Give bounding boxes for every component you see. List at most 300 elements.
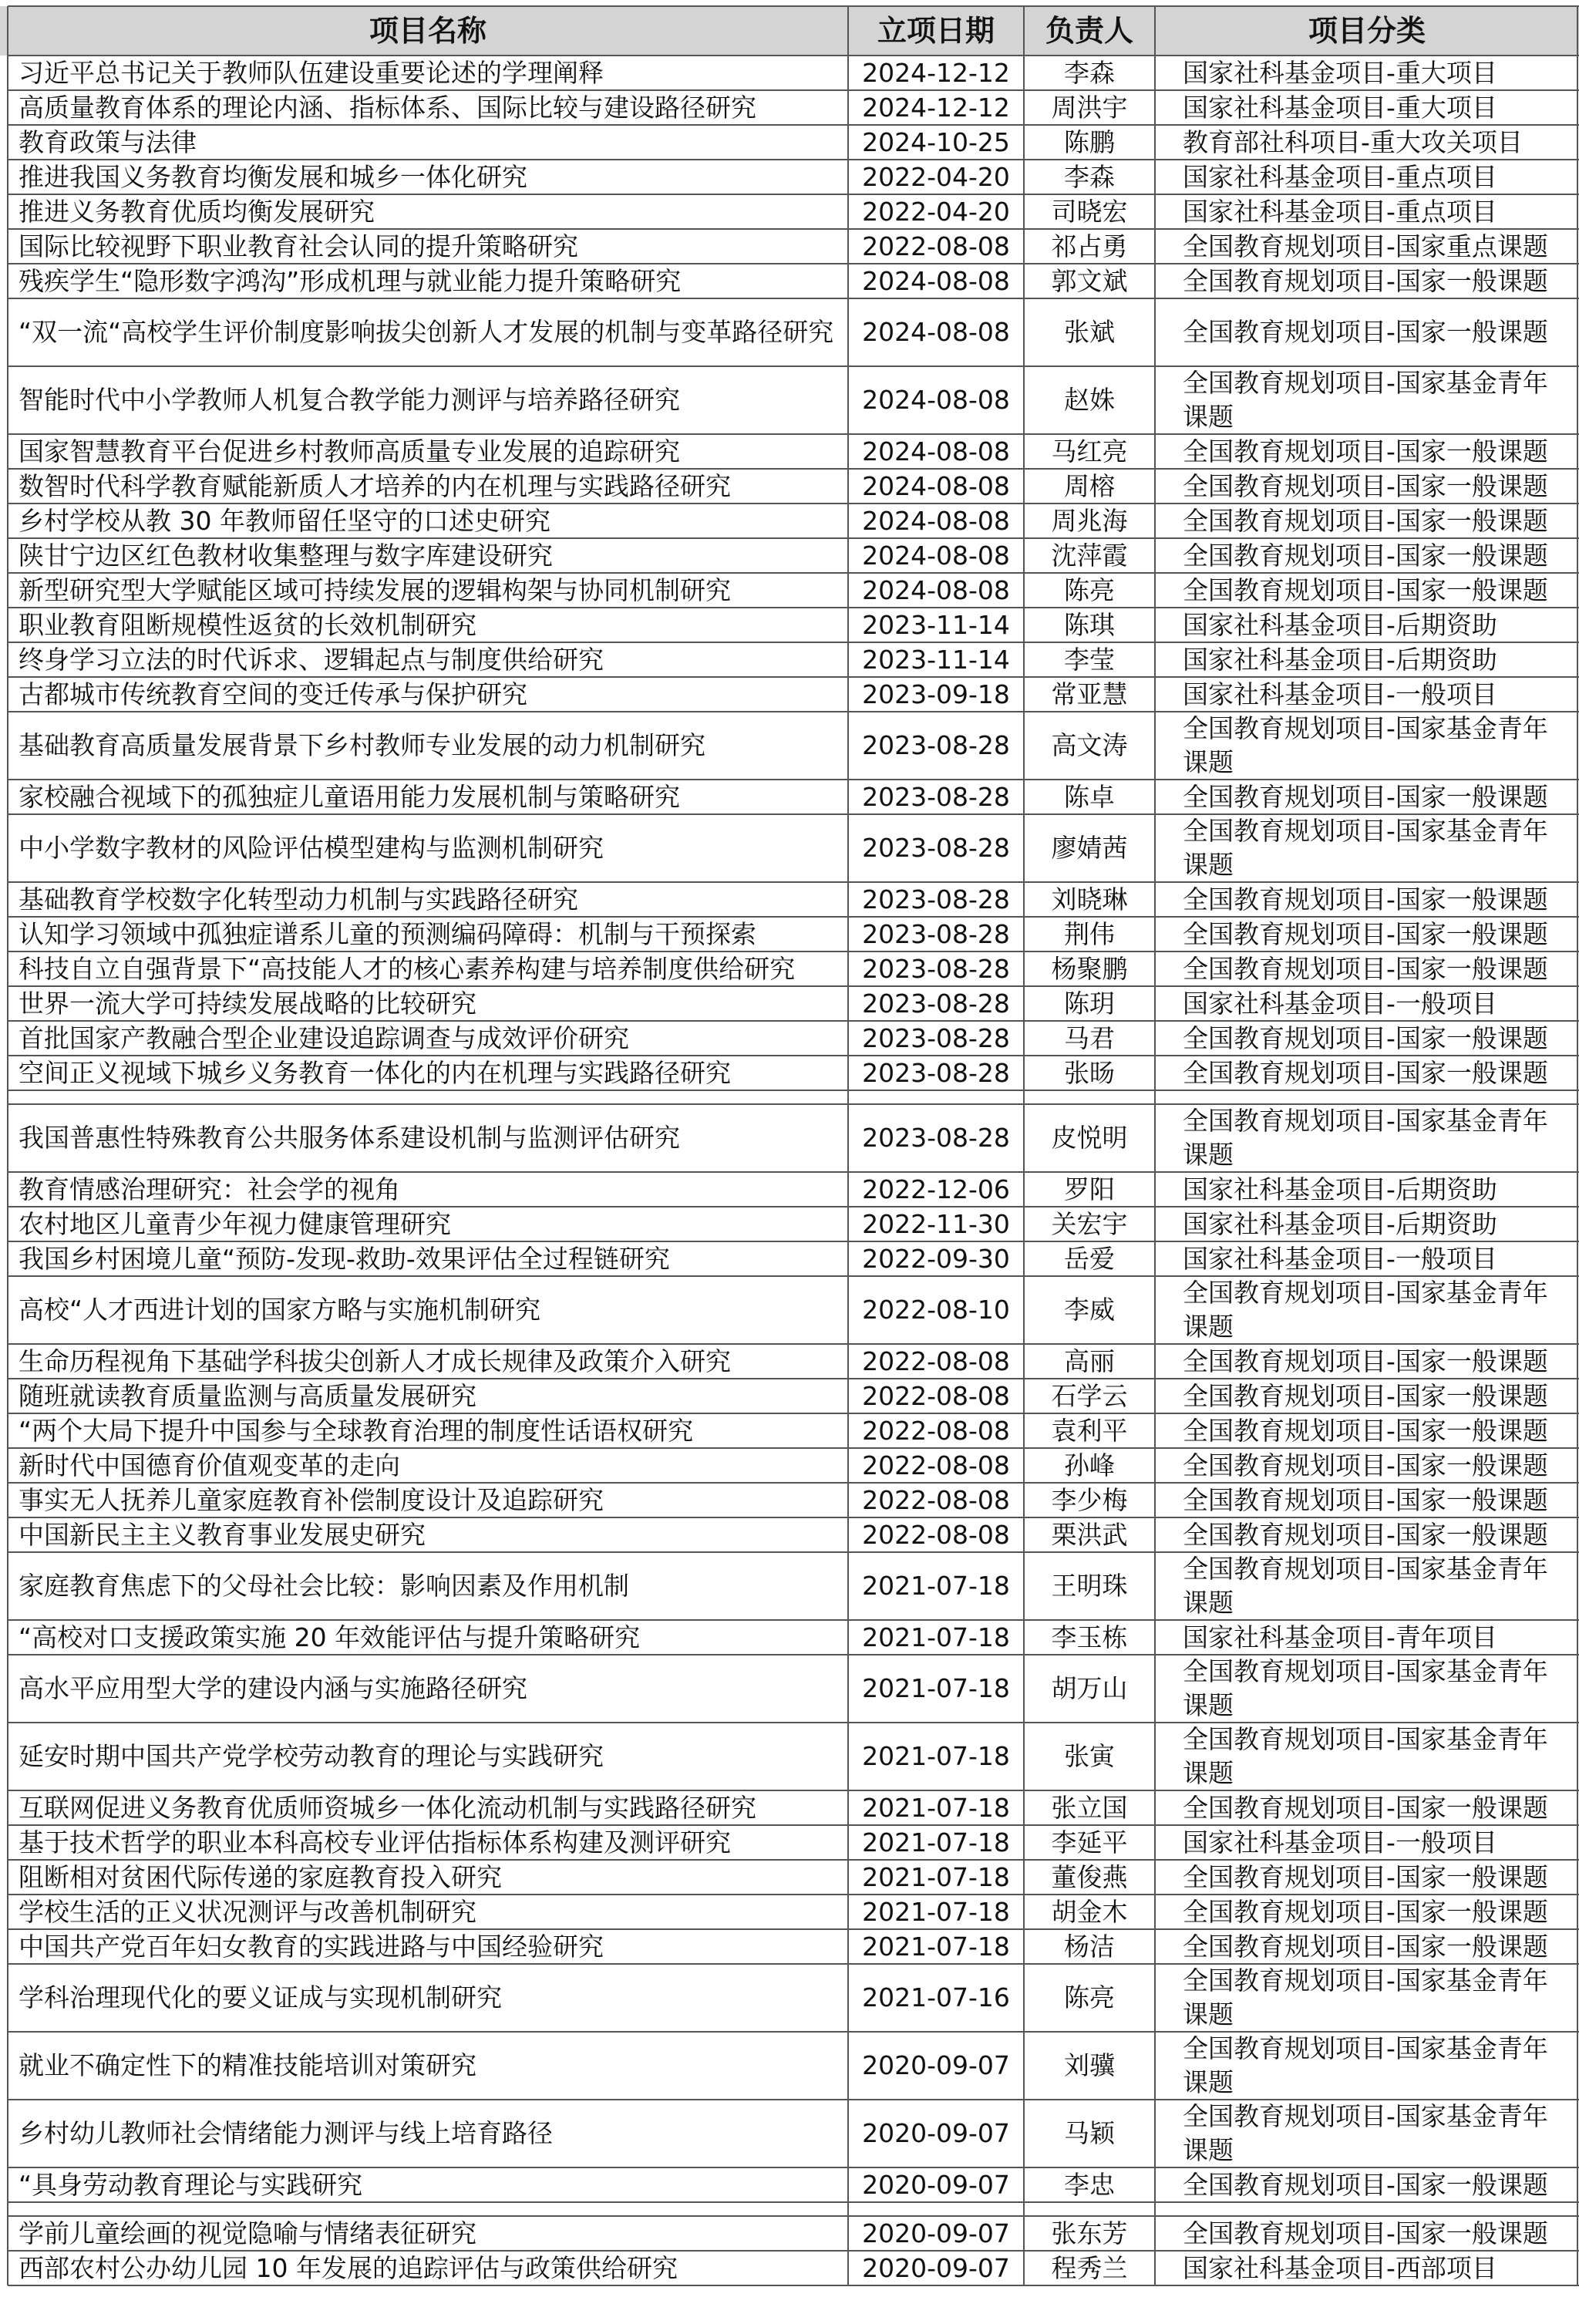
start-date-cell: 2024-08-08 [862, 574, 1010, 605]
start-date-cell: 2024-12-12 [862, 92, 1010, 123]
start-date-cell: 2022-08-08 [862, 1380, 1010, 1411]
row-divider [8, 607, 1579, 608]
start-date-cell: 2021-07-18 [862, 1622, 1010, 1652]
row-divider [8, 1482, 1579, 1484]
project-name-cell: 首批国家产教融合型企业建设追踪调查与成效评价研究 [19, 1022, 629, 1053]
table-row [0, 1655, 1579, 1723]
table-row [0, 1207, 1579, 1241]
start-date-cell: 2020-09-07 [862, 2252, 1010, 2283]
row-divider [8, 1241, 1579, 1242]
project-name-cell: 高水平应用型大学的建设内涵与实施路径研究 [19, 1673, 527, 1703]
category-cell: 全国教育规划项目-国家基金青年课题 [1183, 2101, 1548, 2165]
category-cell: 全国教育规划项目-国家一般课题 [1183, 1484, 1548, 1515]
table-row [0, 1056, 1579, 1090]
category-cell: 全国教育规划项目-国家一般课题 [1183, 470, 1548, 501]
category-cell: 全国教育规划项目-国家一般课题 [1183, 884, 1548, 914]
project-name-cell: “具身劳动教育理论与实践研究 [19, 2169, 363, 2200]
start-date-cell: 2024-08-08 [862, 265, 1010, 296]
table-row [0, 434, 1579, 469]
row-divider [8, 642, 1579, 643]
table-row [0, 90, 1579, 125]
table-row [0, 56, 1579, 90]
row-divider [8, 55, 1579, 56]
column-divider [1154, 6, 1156, 2285]
table-row [0, 1723, 1579, 1790]
leader-cell: 祁占勇 [1051, 231, 1128, 261]
project-name-cell: 我国普惠性特殊教育公共服务体系建设机制与监测评估研究 [19, 1123, 680, 1153]
row-divider [8, 1090, 1579, 1091]
start-date-cell: 2022-08-08 [862, 1519, 1010, 1550]
category-cell: 教育部社科项目-重大攻关项目 [1183, 126, 1523, 157]
project-name-cell: 国际比较视野下职业教育社会认同的提升策略研究 [19, 231, 578, 261]
category-cell: 国家社科基金项目-后期资助 [1183, 644, 1497, 675]
project-name-cell: 习近平总书记关于教师队伍建设重要论述的学理阐释 [19, 57, 604, 88]
category-cell: 全国教育规划项目-国家一般课题 [1183, 1931, 1548, 1962]
row-divider [8, 537, 1579, 539]
leader-cell: 李延平 [1051, 1827, 1128, 1858]
project-name-cell: 家校融合视域下的孤独症儿童语用能力发展机制与策略研究 [19, 781, 680, 812]
category-cell: 全国教育规划项目-国家一般课题 [1183, 1380, 1548, 1411]
leader-cell: 董俊燕 [1051, 1861, 1128, 1892]
leader-cell: 陈亮 [1064, 574, 1115, 605]
leader-cell: 陈卓 [1064, 781, 1115, 812]
leader-cell: 马君 [1064, 1022, 1115, 1053]
category-cell: 全国教育规划项目-国家基金青年课题 [1183, 1106, 1548, 1170]
table-row [0, 608, 1579, 642]
table-row [0, 2251, 1579, 2285]
category-cell: 全国教育规划项目-国家基金青年课题 [1183, 2033, 1548, 2097]
category-cell: 国家社科基金项目-重大项目 [1183, 57, 1497, 88]
table-row [0, 504, 1579, 538]
row-divider [8, 572, 1579, 574]
category-cell: 全国教育规划项目-国家基金青年课题 [1183, 368, 1548, 432]
category-cell: 全国教育规划项目-国家一般课题 [1183, 1346, 1548, 1376]
row-divider [8, 1206, 1579, 1207]
table-row [0, 298, 1579, 366]
table-row [0, 1276, 1579, 1344]
project-name-cell: 互联网促进义务教育优质师资城乡一体化流动机制与实践路径研究 [19, 1792, 756, 1823]
table-row [0, 1964, 1579, 2032]
leader-cell: 李少梅 [1051, 1484, 1128, 1515]
leader-cell: 杨聚鹏 [1051, 953, 1128, 984]
category-cell: 全国教育规划项目-国家基金青年课题 [1183, 1656, 1548, 1720]
column-header: 项目分类 [1308, 14, 1426, 48]
start-date-cell: 2024-08-08 [862, 385, 1010, 415]
row-divider [8, 1171, 1579, 1173]
table-row [0, 712, 1579, 780]
table-row [0, 538, 1579, 573]
project-name-cell: 数智时代科学教育赋能新质人才培养的内在机理与实践路径研究 [19, 470, 731, 501]
row-divider [8, 365, 1579, 367]
table-row [0, 1104, 1579, 1172]
project-name-cell: “两个大局下提升中国参与全球教育治理的制度性话语权研究 [19, 1415, 694, 1446]
category-cell: 全国教育规划项目-国家一般课题 [1183, 2218, 1548, 2248]
table-row [0, 2167, 1579, 2202]
category-cell: 国家社科基金项目-重点项目 [1183, 196, 1497, 227]
project-name-cell: 职业教育阻断规模性返贫的长效机制研究 [19, 609, 476, 640]
start-date-cell: 2023-08-28 [862, 918, 1010, 949]
project-name-cell: 推进义务教育优质均衡发展研究 [19, 196, 375, 227]
category-cell: 全国教育规划项目-国家一般课题 [1183, 1792, 1548, 1823]
start-date-cell: 2023-08-28 [862, 953, 1010, 984]
table-row [0, 573, 1579, 608]
start-date-cell: 2021-07-18 [862, 1673, 1010, 1703]
category-cell: 国家社科基金项目-西部项目 [1183, 2252, 1497, 2283]
category-cell: 全国教育规划项目-国家一般课题 [1183, 317, 1548, 347]
table-row [0, 1895, 1579, 1929]
start-date-cell: 2022-11-30 [862, 1208, 1010, 1239]
start-date-cell: 2023-08-28 [862, 1022, 1010, 1053]
project-name-cell: 教育情感治理研究：社会学的视角 [19, 1174, 400, 1204]
project-name-cell: 家庭教育焦虑下的父母社会比较：影响因素及作用机制 [19, 1571, 629, 1601]
row-divider [8, 1859, 1579, 1861]
project-name-cell: 空间正义视域下城乡义务教育一体化的内在机理与实践路径研究 [19, 1057, 731, 1088]
start-date-cell: 2021-07-18 [862, 1827, 1010, 1858]
table-row [0, 1929, 1579, 1964]
row-divider [8, 1055, 1579, 1056]
table-row [0, 1172, 1579, 1207]
row-divider [8, 676, 1579, 678]
row-divider [8, 1103, 1579, 1105]
start-date-cell: 2023-11-14 [862, 644, 1010, 675]
category-cell: 全国教育规划项目-国家基金青年课题 [1183, 1724, 1548, 1788]
leader-cell: 关宏宇 [1051, 1208, 1128, 1239]
project-name-cell: 延安时期中国共产党学校劳动教育的理论与实践研究 [19, 1741, 604, 1771]
project-name-cell: 事实无人抚养儿童家庭教育补偿制度设计及追踪研究 [19, 1484, 604, 1515]
table-row [0, 469, 1579, 504]
start-date-cell: 2022-09-30 [862, 1243, 1010, 1274]
leader-cell: 周兆海 [1051, 505, 1128, 536]
column-divider [1023, 6, 1025, 2285]
row-divider [8, 916, 1579, 918]
leader-cell: 石学云 [1051, 1380, 1128, 1411]
leader-cell: 李森 [1064, 57, 1115, 88]
start-date-cell: 2023-08-28 [862, 1123, 1010, 1153]
row-divider [8, 711, 1579, 712]
start-date-cell: 2024-08-08 [862, 470, 1010, 501]
table-row [0, 917, 1579, 951]
project-name-cell: 科技自立自强背景下“高技能人才的核心素养构建与培养制度供给研究 [19, 953, 796, 984]
category-cell: 国家社科基金项目-后期资助 [1183, 1174, 1497, 1204]
table-row [0, 125, 1579, 160]
leader-cell: 马红亮 [1051, 436, 1128, 466]
category-cell: 全国教育规划项目-国家一般课题 [1183, 436, 1548, 466]
column-divider [847, 6, 849, 2285]
table-row [0, 194, 1579, 229]
row-divider [8, 985, 1579, 987]
table-row [0, 951, 1579, 986]
project-name-cell: 中小学数字教材的风险评估模型建构与监测机制研究 [19, 833, 604, 863]
project-name-cell: 随班就读教育质量监测与高质量发展研究 [19, 1380, 476, 1411]
row-divider [8, 194, 1579, 195]
leader-cell: 陈琪 [1064, 609, 1115, 640]
row-divider [8, 813, 1579, 815]
leader-cell: 陈鹏 [1064, 126, 1115, 157]
category-cell: 国家社科基金项目-一般项目 [1183, 1827, 1497, 1858]
leader-cell: 马颖 [1064, 2118, 1115, 2148]
row-divider [8, 2099, 1579, 2100]
project-name-cell: 乡村学校从教 30 年教师留任坚守的口述史研究 [19, 505, 550, 536]
project-name-cell: 国家智慧教育平台促进乡村教师高质量专业发展的追踪研究 [19, 436, 680, 466]
row-divider [8, 1928, 1579, 1930]
table-row [0, 160, 1579, 194]
leader-cell: 王明珠 [1051, 1571, 1128, 1601]
leader-cell: 张寅 [1064, 1741, 1115, 1771]
project-name-cell: 基于技术哲学的职业本科高校专业评估指标体系构建及测评研究 [19, 1827, 731, 1858]
project-name-cell: 中国共产党百年妇女教育的实践进路与中国经验研究 [19, 1931, 604, 1962]
table-row [0, 1620, 1579, 1655]
leader-cell: 高文涛 [1051, 730, 1128, 760]
row-divider [8, 881, 1579, 883]
project-name-cell: 残疾学生“隐形数字鸿沟”形成机理与就业能力提升策略研究 [19, 265, 682, 296]
table-row [0, 1825, 1579, 1860]
table-row [0, 366, 1579, 434]
row-divider [8, 1824, 1579, 1826]
row-divider [8, 1654, 1579, 1655]
start-date-cell: 2024-12-12 [862, 57, 1010, 88]
table-row [0, 1413, 1579, 1448]
row-divider [8, 5, 1579, 7]
row-divider [8, 779, 1579, 780]
start-date-cell: 2022-08-08 [862, 231, 1010, 261]
leader-cell: 常亚慧 [1051, 679, 1128, 709]
start-date-cell: 2023-08-28 [862, 730, 1010, 760]
category-cell: 国家社科基金项目-一般项目 [1183, 988, 1497, 1019]
start-date-cell: 2024-08-08 [862, 436, 1010, 466]
project-name-cell: 新型研究型大学赋能区域可持续发展的逻辑构架与协同机制研究 [19, 574, 731, 605]
leader-cell: 荆伟 [1064, 918, 1115, 949]
project-name-cell: 农村地区儿童青少年视力健康管理研究 [19, 1208, 451, 1239]
row-divider [8, 159, 1579, 160]
project-name-cell: 学科治理现代化的要义证成与实现机制研究 [19, 1982, 502, 2012]
leader-cell: 刘骥 [1064, 2050, 1115, 2080]
category-cell: 全国教育规划项目-国家一般课题 [1183, 1415, 1548, 1446]
row-divider [8, 1343, 1579, 1345]
row-divider [8, 1275, 1579, 1277]
leader-cell: 孙峰 [1064, 1450, 1115, 1480]
start-date-cell: 2024-08-08 [862, 505, 1010, 536]
project-name-cell: 学校生活的正义状况测评与改善机制研究 [19, 1896, 476, 1927]
row-divider [8, 89, 1579, 91]
row-divider [8, 2031, 1579, 2033]
row-divider [8, 1722, 1579, 1723]
start-date-cell: 2021-07-18 [862, 1896, 1010, 1927]
row-divider [8, 1551, 1579, 1553]
start-date-cell: 2021-07-18 [862, 1861, 1010, 1892]
start-date-cell: 2022-08-08 [862, 1450, 1010, 1480]
table-row [0, 986, 1579, 1021]
row-divider [8, 1790, 1579, 1791]
start-date-cell: 2023-08-28 [862, 1057, 1010, 1088]
project-name-cell: 基础教育学校数字化转型动力机制与实践路径研究 [19, 884, 578, 914]
category-cell: 全国教育规划项目-国家一般课题 [1183, 918, 1548, 949]
row-divider [8, 2215, 1579, 2217]
project-name-cell: 西部农村公办幼儿园 10 年发展的追踪评估与政策供给研究 [19, 2252, 678, 2283]
category-cell: 全国教育规划项目-国家基金青年课题 [1183, 816, 1548, 880]
row-divider [8, 1894, 1579, 1895]
start-date-cell: 2023-11-14 [862, 609, 1010, 640]
category-cell: 全国教育规划项目-国家一般课题 [1183, 1450, 1548, 1480]
project-name-cell: 阻断相对贫困代际传递的家庭教育投入研究 [19, 1861, 502, 1892]
table-row [0, 1344, 1579, 1379]
leader-cell: 皮悦明 [1051, 1123, 1128, 1153]
table-row [0, 814, 1579, 882]
row-divider [8, 1447, 1579, 1449]
column-header: 项目名称 [369, 14, 486, 48]
column-divider [7, 6, 8, 2285]
start-date-cell: 2022-12-06 [862, 1174, 1010, 1204]
project-name-cell: 推进我国义务教育均衡发展和城乡一体化研究 [19, 161, 527, 192]
row-divider [8, 2285, 1579, 2286]
leader-cell: 陈亮 [1064, 1982, 1115, 2012]
category-cell: 全国教育规划项目-国家一般课题 [1183, 2169, 1548, 2200]
project-name-cell: 生命历程视角下基础学科拔尖创新人才成长规律及政策介入研究 [19, 1346, 731, 1376]
leader-cell: 张东芳 [1051, 2218, 1128, 2248]
category-cell: 国家社科基金项目-后期资助 [1183, 1208, 1497, 1239]
table-row [0, 882, 1579, 917]
start-date-cell: 2021-07-16 [862, 1982, 1010, 2012]
table-row [0, 1379, 1579, 1413]
leader-cell: 胡金木 [1051, 1896, 1128, 1927]
leader-cell: 栗洪武 [1051, 1519, 1128, 1550]
project-name-cell: 终身学习立法的时代诉求、逻辑起点与制度供给研究 [19, 644, 604, 675]
table-row [0, 1241, 1579, 1276]
start-date-cell: 2023-08-28 [862, 884, 1010, 914]
category-cell: 全国教育规划项目-国家一般课题 [1183, 265, 1548, 296]
table-row [0, 1021, 1579, 1056]
leader-cell: 程秀兰 [1051, 2252, 1128, 2283]
category-cell: 国家社科基金项目-一般项目 [1183, 1243, 1497, 1274]
project-name-cell: 古都城市传统教育空间的变迁传承与保护研究 [19, 679, 527, 709]
leader-cell: 廖婧茜 [1051, 833, 1128, 863]
leader-cell: 沈萍霞 [1051, 540, 1128, 571]
category-cell: 国家社科基金项目-重点项目 [1183, 161, 1497, 192]
start-date-cell: 2021-07-18 [862, 1571, 1010, 1601]
project-name-cell: 中国新民主主义教育事业发展史研究 [19, 1519, 426, 1550]
leader-cell: 罗阳 [1064, 1174, 1115, 1204]
leader-cell: 陈玥 [1064, 988, 1115, 1019]
table-row [0, 677, 1579, 712]
project-name-cell: “双一流“高校学生评价制度影响拔尖创新人才发展的机制与变革路径研究 [19, 317, 834, 347]
start-date-cell: 2020-09-07 [862, 2050, 1010, 2080]
category-cell: 全国教育规划项目-国家基金青年课题 [1183, 713, 1548, 777]
leader-cell: 刘晓琳 [1051, 884, 1128, 914]
start-date-cell: 2023-08-28 [862, 988, 1010, 1019]
leader-cell: 袁利平 [1051, 1415, 1128, 1446]
category-cell: 全国教育规划项目-国家一般课题 [1183, 1519, 1548, 1550]
leader-cell: 高丽 [1064, 1346, 1115, 1376]
row-divider [8, 2167, 1579, 2168]
project-name-cell: “高校对口支援政策实施 20 年效能评估与提升策略研究 [19, 1622, 641, 1652]
category-cell: 全国教育规划项目-国家基金青年课题 [1183, 1965, 1548, 2029]
table-header-row [0, 6, 1579, 56]
start-date-cell: 2021-07-18 [862, 1741, 1010, 1771]
table-row [0, 1448, 1579, 1483]
table-row [0, 780, 1579, 814]
row-divider [8, 951, 1579, 952]
project-name-cell: 基础教育高质量发展背景下乡村教师专业发展的动力机制研究 [19, 730, 705, 760]
column-divider [1577, 6, 1578, 2285]
table-row [0, 229, 1579, 264]
row-divider [8, 1619, 1579, 1621]
start-date-cell: 2020-09-07 [862, 2169, 1010, 2200]
start-date-cell: 2022-08-08 [862, 1484, 1010, 1515]
project-name-cell: 智能时代中小学教师人机复合教学能力测评与培养路径研究 [19, 385, 680, 415]
start-date-cell: 2020-09-07 [862, 2118, 1010, 2148]
table-row [0, 1552, 1579, 1620]
project-name-cell: 教育政策与法律 [19, 126, 197, 157]
category-cell: 全国教育规划项目-国家一般课题 [1183, 1861, 1548, 1892]
table-row [0, 2216, 1579, 2251]
leader-cell: 李威 [1064, 1295, 1115, 1325]
project-name-cell: 就业不确定性下的精准技能培训对策研究 [19, 2050, 476, 2080]
column-header: 立项日期 [877, 14, 995, 48]
row-divider [8, 1517, 1579, 1518]
leader-cell: 张立国 [1051, 1792, 1128, 1823]
start-date-cell: 2022-08-08 [862, 1415, 1010, 1446]
start-date-cell: 2021-07-18 [862, 1931, 1010, 1962]
row-divider [8, 2201, 1579, 2203]
category-cell: 全国教育规划项目-国家一般课题 [1183, 540, 1548, 571]
category-cell: 全国教育规划项目-国家一般课题 [1183, 953, 1548, 984]
row-divider [8, 1413, 1579, 1414]
table-row [0, 1790, 1579, 1825]
category-cell: 全国教育规划项目-国家一般课题 [1183, 1057, 1548, 1088]
category-cell: 全国教育规划项目-国家一般课题 [1183, 781, 1548, 812]
start-date-cell: 2024-08-08 [862, 540, 1010, 571]
project-name-cell: 我国乡村困境儿童“预防-发现-救助-效果评估全过程链研究 [19, 1243, 670, 1274]
table-row [0, 642, 1579, 677]
leader-cell: 杨洁 [1064, 1931, 1115, 1962]
leader-cell: 周榕 [1064, 470, 1115, 501]
start-date-cell: 2022-04-20 [862, 196, 1010, 227]
start-date-cell: 2020-09-07 [862, 2218, 1010, 2248]
start-date-cell: 2023-08-28 [862, 781, 1010, 812]
row-divider [8, 1020, 1579, 1022]
category-cell: 全国教育规划项目-国家一般课题 [1183, 505, 1548, 536]
row-divider [8, 503, 1579, 504]
project-name-cell: 乡村幼儿教师社会情绪能力测评与线上培育路径 [19, 2118, 553, 2148]
table-row [0, 2032, 1579, 2100]
start-date-cell: 2022-04-20 [862, 161, 1010, 192]
start-date-cell: 2021-07-18 [862, 1792, 1010, 1823]
category-cell: 全国教育规划项目-国家一般课题 [1183, 574, 1548, 605]
row-divider [8, 468, 1579, 470]
table-row [0, 1483, 1579, 1517]
category-cell: 全国教育规划项目-国家基金青年课题 [1183, 1278, 1548, 1342]
project-name-cell: 认知学习领域中孤独症谱系儿童的预测编码障碍：机制与干预探索 [19, 918, 756, 949]
start-date-cell: 2024-08-08 [862, 317, 1010, 347]
row-divider [8, 433, 1579, 435]
leader-cell: 李森 [1064, 161, 1115, 192]
project-name-cell: 高校“人才西进计划的国家方略与实施机制研究 [19, 1295, 541, 1325]
project-name-cell: 世界一流大学可持续发展战略的比较研究 [19, 988, 476, 1019]
leader-cell: 司晓宏 [1051, 196, 1128, 227]
row-divider [8, 1378, 1579, 1379]
category-cell: 全国教育规划项目-国家基金青年课题 [1183, 1554, 1548, 1618]
category-cell: 全国教育规划项目-国家重点课题 [1183, 231, 1548, 261]
row-divider [8, 124, 1579, 126]
category-cell: 全国教育规划项目-国家一般课题 [1183, 1896, 1548, 1927]
leader-cell: 李忠 [1064, 2169, 1115, 2200]
column-header: 负责人 [1045, 14, 1133, 48]
leader-cell: 郭文斌 [1051, 265, 1128, 296]
leader-cell: 李莹 [1064, 644, 1115, 675]
leader-cell: 周洪宇 [1051, 92, 1128, 123]
category-cell: 国家社科基金项目-后期资助 [1183, 609, 1497, 640]
start-date-cell: 2023-08-28 [862, 833, 1010, 863]
row-divider [8, 298, 1579, 299]
